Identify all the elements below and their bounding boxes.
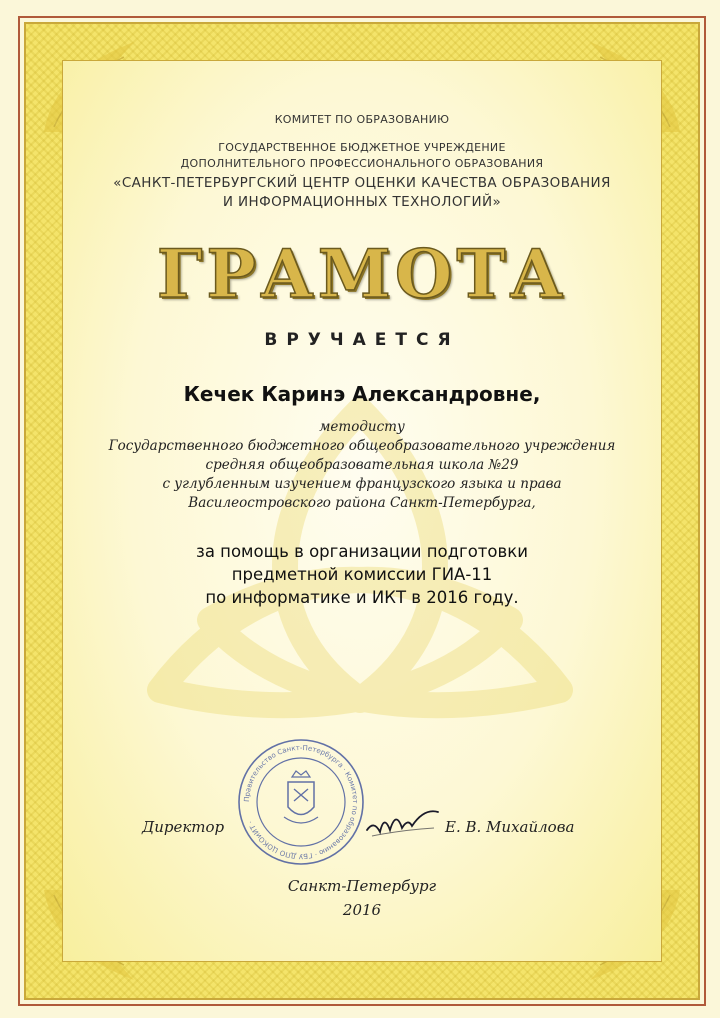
org-line-1: ГОСУДАРСТВЕННОЕ БЮДЖЕТНОЕ УЧРЕЖДЕНИЕ <box>218 141 506 154</box>
committee-title: КОМИТЕТ ПО ОБРАЗОВАНИЮ <box>274 113 450 126</box>
director-name: Е. В. Михайлова <box>445 818 575 836</box>
issue-city: Санкт-Петербург <box>287 877 437 895</box>
official-seal-icon <box>236 737 366 867</box>
certificate-content <box>62 60 662 962</box>
institution-line: Василеостровского района Санкт-Петербурга, <box>188 495 536 511</box>
institution-line: с углубленным изучением французского языка и права <box>162 476 562 492</box>
award-reason <box>62 540 662 609</box>
org-line-3: «САНКТ-ПЕТЕРБУРГСКИЙ ЦЕНТР ОЦЕНКИ КАЧЕСТВА ОБРАЗОВАНИЯ <box>113 175 611 191</box>
issue-place-date <box>62 874 662 922</box>
svg-text:Правительство Санкт-Петербурга: Правительство Санкт-Петербурга · Комитет по образованию · ГБУ ДПО ЦОКОиИТ · <box>242 743 360 861</box>
issue-year: 2016 <box>342 901 382 919</box>
institution-line: средняя общеобразовательная школа №29 <box>205 457 519 473</box>
org-line-4: И ИНФОРМАЦИОННЫХ ТЕХНОЛОГИЙ» <box>222 194 502 210</box>
institution-line: Государственного бюджетного общеобразовательного учреждения <box>108 438 616 454</box>
handwritten-signature-icon <box>362 800 442 845</box>
org-line-2: ДОПОЛНИТЕЛЬНОГО ПРОФЕССИОНАЛЬНОГО ОБРАЗОВАНИЯ <box>180 157 544 170</box>
reason-line: за помощь в организации подготовки <box>196 542 528 561</box>
reason-line: предметной комиссии ГИА-11 <box>231 565 493 584</box>
recipient-position: методисту <box>319 419 405 435</box>
recipient-name: Кечек Каринэ Александровне, <box>183 382 541 406</box>
director-role: Директор <box>142 818 225 836</box>
reason-line: по информатике и ИКТ в 2016 году. <box>205 588 519 607</box>
awarded-label: ВРУЧАЕТСЯ <box>264 330 460 350</box>
certificate-title: ГРАМОТА <box>156 235 568 313</box>
recipient-details <box>62 418 662 513</box>
